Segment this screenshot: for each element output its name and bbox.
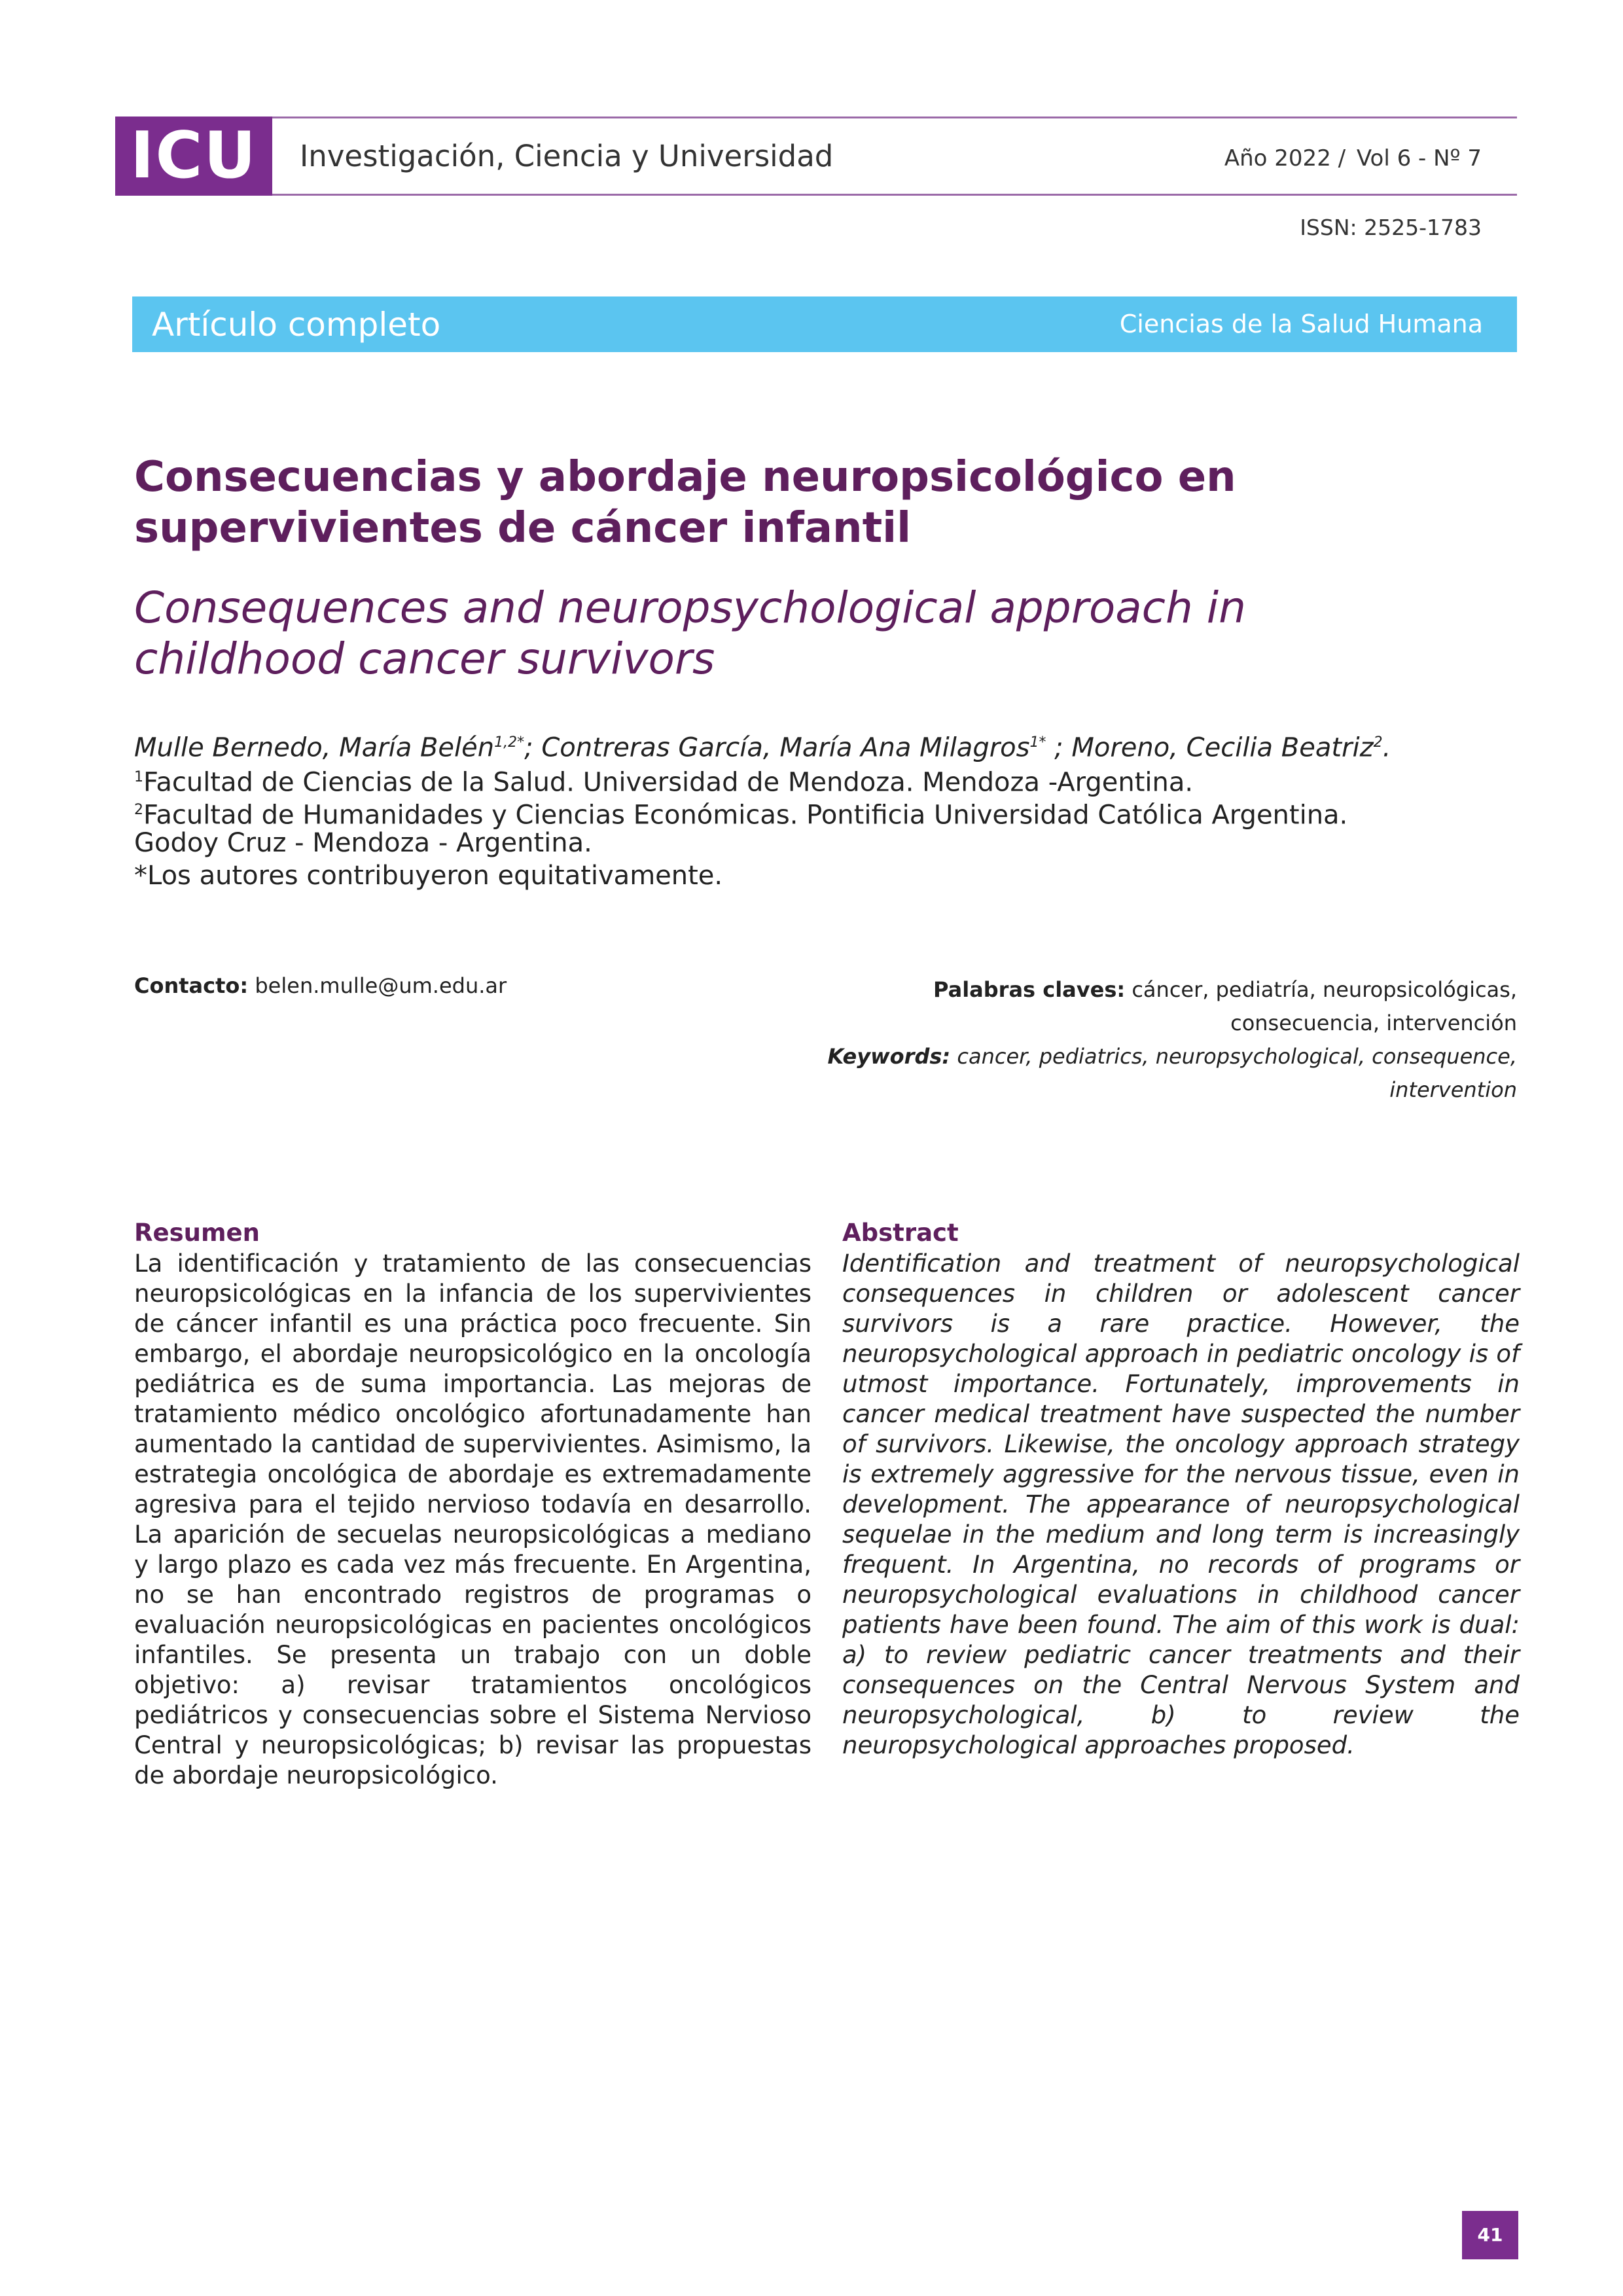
article-type: Artículo completo <box>152 306 441 344</box>
issue-year: Año 2022 / <box>1224 145 1346 171</box>
author-sep: . <box>1382 732 1391 763</box>
keywords-es-label: Palabras claves: <box>933 977 1126 1002</box>
keywords-en-line1: cancer, pediatrics, neuropsychological, consequence, <box>957 1044 1517 1069</box>
affiliation-1-text: Facultad de Ciencias de la Salud. Universidad de Mendoza. Mendoza -Argentina. <box>143 767 1194 798</box>
contact <box>134 973 507 998</box>
abstract-heading: Abstract <box>842 1219 959 1247</box>
author-list <box>134 725 1508 765</box>
header-bottom-rule <box>115 194 1517 196</box>
affiliation-2-text: Facultad de Humanidades y Ciencias Económicas. Pontificia Universidad Católica Argentina. <box>143 800 1348 831</box>
journal-name: Investigación, Ciencia y Universidad <box>300 139 834 173</box>
resumen-heading: Resumen <box>134 1219 260 1247</box>
affiliation-2-continued: Godoy Cruz - Mendoza - Argentina. <box>134 828 592 858</box>
issn: ISSN: 2525-1783 <box>1300 215 1482 240</box>
journal-logo: ICU <box>115 117 272 196</box>
keywords-english <box>797 1040 1517 1107</box>
keywords-en-label: Keywords: <box>827 1044 951 1069</box>
author-name: Mulle Bernedo, María Belén <box>134 732 495 763</box>
contact-email[interactable]: belen.mulle@um.edu.ar <box>255 973 507 998</box>
author-sep: ; <box>524 732 542 763</box>
abstract-column <box>842 1217 1520 1761</box>
abstract-body: Identification and treatment of neuropsychological consequences in children or adolescent cancer survivors is a rare practice. However, the neuropsychological approach in pediatric oncology is of utmost importance. Fortunately, improvements in cancer medical treatment have suspected the number of survivors. Likewise, the oncology approach strategy is extremely aggressive for the nervous tissue, even in development. The appearance of neuropsychological sequelae in the medium and long term is increasingly frequent. In Argentina, no records of programs or neuropsychological evaluations in childhood cancer patients have been found. The aim of this work is dual: a) to review pediatric cancer treatments and their consequences on the Central Nervous System and neuropsychological, b) to review the neuropsychological approaches proposed. <box>842 1249 1520 1759</box>
keywords-en-line2: intervention <box>1389 1077 1517 1102</box>
article-section: Ciencias de la Salud Humana <box>1119 310 1483 338</box>
author-sup: 1* <box>1029 734 1046 751</box>
page-number: 41 <box>1462 2211 1518 2259</box>
header-top-rule <box>115 117 1517 118</box>
resumen-body: La identificación y tratamiento de las consecuencias neuropsicológicas en la infancia de los supervivientes de cáncer infantil es una práctica poco frecuente. Sin embargo, el abordaje neuropsicológico en la oncología pediátrica es de suma importancia. Las mejoras de tratamiento médico oncológico afortunadamente han aumentado la cantidad de supervivientes. Asimismo, la estrategia oncológica de abordaje es extremadamente agresiva para el tejido nervioso todavía en desarrollo. La aparición de secuelas neuropsicológicas a mediano y largo plazo es cada vez más frecuente. En Argentina, no se han encontrado registros de programas o evaluación neuropsicológicas en pacientes oncológicos infantiles. Se presenta un trabajo con un doble objetivo: a) revisar tratamientos oncológicos pediátricos y consecuencias sobre el Sistema Nervioso Central y neuropsicológicas; b) revisar las propuestas de abordaje neuropsicológico. <box>134 1249 812 1789</box>
issue-volume: Vol 6 - Nº 7 <box>1356 145 1482 171</box>
keywords-es-line1: cáncer, pediatría, neuropsicológicas, <box>1132 977 1517 1002</box>
author-sup: 1,2* <box>494 734 525 751</box>
title-english: Consequences and neuropsychological approach in childhood cancer survivors <box>134 583 1246 684</box>
author-name: Contreras García, María Ana Milagros <box>541 732 1030 763</box>
author-name: Moreno, Cecilia Beatriz <box>1071 732 1374 763</box>
affiliation-1-sup: 1 <box>134 769 143 785</box>
issue-info <box>1221 145 1482 171</box>
article-type-banner <box>132 296 1517 352</box>
keywords-spanish <box>797 973 1517 1040</box>
resumen-column <box>134 1217 812 1791</box>
keywords-es-line2: consecuencia, intervención <box>1230 1011 1517 1035</box>
affiliation-2-sup: 2 <box>134 802 143 818</box>
affiliation-1 <box>134 761 1508 798</box>
author-sup: 2 <box>1373 734 1383 751</box>
title-spanish: Consecuencias y abordaje neuropsicológico en supervivientes de cáncer infantil <box>134 453 1236 552</box>
equal-contribution-note: *Los autores contribuyeron equitativamente. <box>134 861 723 891</box>
contact-label: Contacto: <box>134 973 249 998</box>
affiliation-2 <box>134 794 1508 831</box>
author-sep: ; <box>1046 732 1072 763</box>
